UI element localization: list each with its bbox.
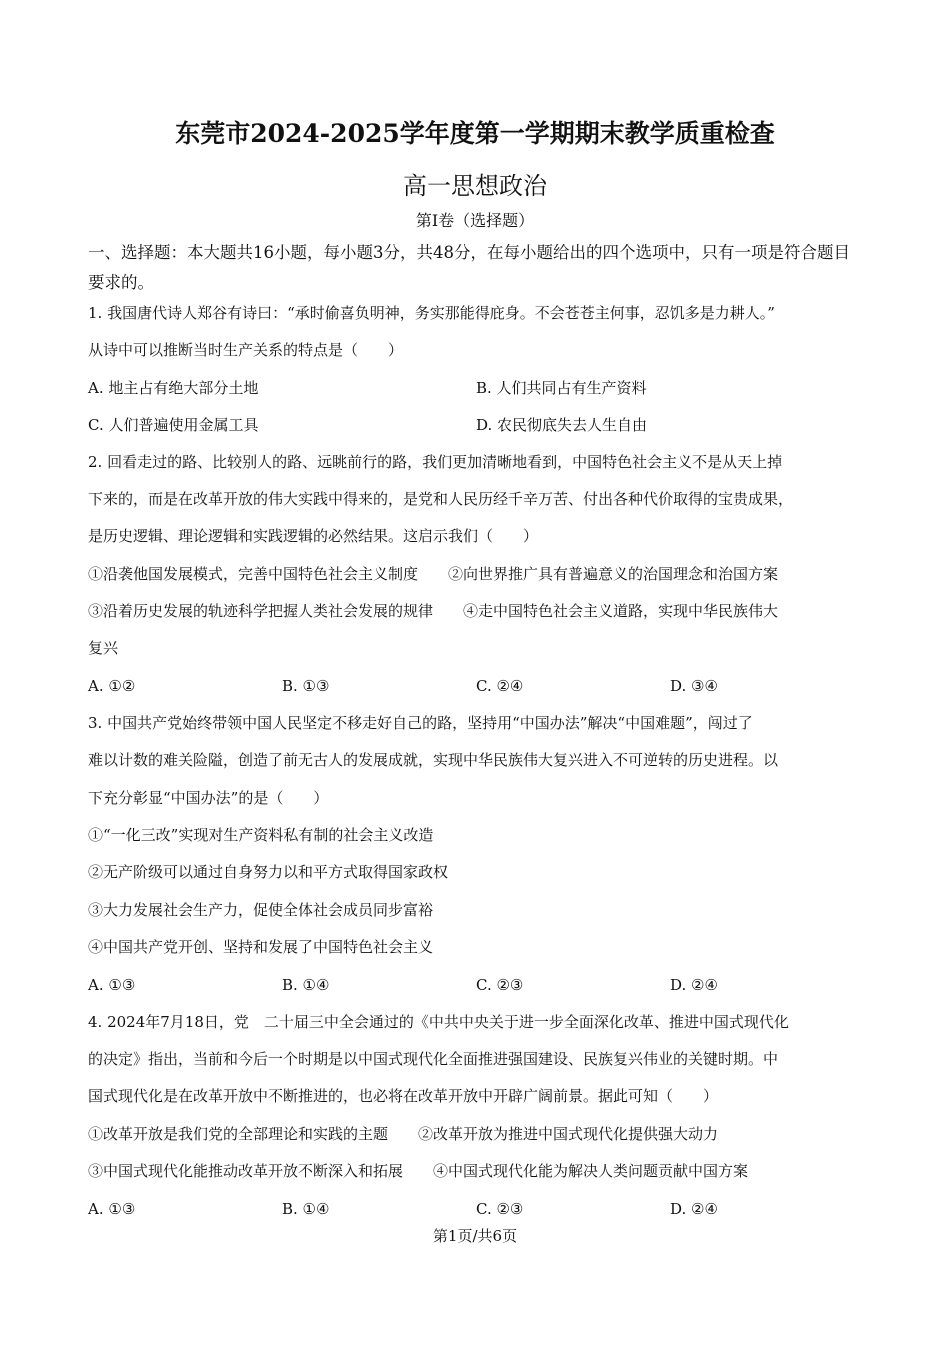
section-title: 第Ⅰ卷（选择题） <box>415 211 535 230</box>
question-3-option-a: A. ①③ <box>88 976 136 994</box>
question-1-option-a: A. 地主占有绝大部分土地 <box>88 379 259 397</box>
question-1-option-b: B. 人们共同占有生产资料 <box>476 379 647 397</box>
question-3-option-c: C. ②③ <box>476 976 524 994</box>
page-footer: 第1页/共6页 <box>432 1227 518 1245</box>
question-3-text: 3. 中国共产党始终带领中国人民坚定不移走好自己的路，坚持用“中国办法”解决“中国难题”，闯过了 <box>88 714 753 732</box>
question-1-text: 1. 我国唐代诗人郑谷有诗曰：“承时偷喜负明神，务实那能得庇身。不会苍苍主何事，忍饥多是力耕人。” <box>88 304 775 322</box>
question-4-statement: ③中国式现代化能推动改革开放不断深入和拓展 ④中国式现代化能为解决人类问题贡献中国方案 <box>88 1162 749 1180</box>
question-2-text: 是历史逻辑、理论逻辑和实践逻辑的必然结果。这启示我们（ ） <box>88 527 539 545</box>
question-1-option-d: D. 农民彻底失去人生自由 <box>476 416 648 434</box>
question-4-text: 4. 2024年7月18日，党 二十届三中全会通过的《中共中央关于进一步全面深化改革、推进中国式现代化 <box>88 1013 789 1031</box>
question-2-text: 2. 回看走过的路、比较别人的路、远眺前行的路，我们更加清晰地看到，中国特色社会主义不是从天上掉 <box>88 453 783 471</box>
question-2-option-c: C. ②④ <box>476 677 524 695</box>
question-3-text: 下充分彰显“中国办法”的是（ ） <box>88 789 329 807</box>
exam-subject: 高一思想政治 <box>403 172 547 200</box>
question-4-statement: ①改革开放是我们党的全部理论和实践的主题 ②改革开放为推进中国式现代化提供强大动力 <box>88 1125 719 1143</box>
question-2-option-b: B. ①③ <box>282 677 330 695</box>
question-3-statement: ①“一化三改”实现对生产资料私有制的社会主义改造 <box>88 826 434 844</box>
question-3-statement: ③大力发展社会生产力，促使全体社会成员同步富裕 <box>88 901 434 919</box>
question-2-statement: ①沿袭他国发展模式，完善中国特色社会主义制度 ②向世界推广具有普遍意义的治国理念和治国方案 <box>88 565 779 583</box>
question-1-text: 从诗中可以推断当时生产关系的特点是（ ） <box>88 341 404 359</box>
question-4-text: 的决定》指出，当前和今后一个时期是以中国式现代化全面推进强国建设、民族复兴伟业的关键时期。中 <box>88 1050 779 1068</box>
question-2-option-a: A. ①② <box>88 677 136 695</box>
question-2-statement: ③沿着历史发展的轨迹科学把握人类社会发展的规律 ④走中国特色社会主义道路，实现中华民族伟大 <box>88 602 779 620</box>
question-4-option-c: C. ②③ <box>476 1200 524 1218</box>
question-3-statement: ②无产阶级可以通过自身努力以和平方式取得国家政权 <box>88 863 449 881</box>
question-3-statement: ④中国共产党开创、坚持和发展了中国特色社会主义 <box>88 938 434 956</box>
question-4-option-a: A. ①③ <box>88 1200 136 1218</box>
question-1-option-c: C. 人们普遍使用金属工具 <box>88 416 259 434</box>
question-4-option-d: D. ②④ <box>670 1200 718 1218</box>
question-3-text: 难以计数的难关险隘，创造了前无古人的发展成就，实现中华民族伟大复兴进入不可逆转的历史进程。以 <box>88 751 779 769</box>
exam-title: 东莞市2024-2025学年度第一学期期末教学质重检查 <box>175 119 775 148</box>
question-4-text: 国式现代化是在改革开放中不断推进的，也必将在改革开放中开辟广阔前景。据此可知（ ） <box>88 1087 719 1105</box>
question-4-option-b: B. ①④ <box>282 1200 330 1218</box>
question-3-option-b: B. ①④ <box>282 976 330 994</box>
section-instructions: 一、选择题：本大题共16小题，每小题3分，共48分，在每小题给出的四个选项中，只有一项是符合题目要求的。 <box>88 243 850 292</box>
question-2-text: 下来的，而是在改革开放的伟大实践中得来的，是党和人民历经千辛万苦、付出各种代价取得的宝贵成果， <box>88 490 794 508</box>
question-2-statement: 复兴 <box>88 639 119 657</box>
question-3-option-d: D. ②④ <box>670 976 718 994</box>
question-2-option-d: D. ③④ <box>670 677 718 695</box>
